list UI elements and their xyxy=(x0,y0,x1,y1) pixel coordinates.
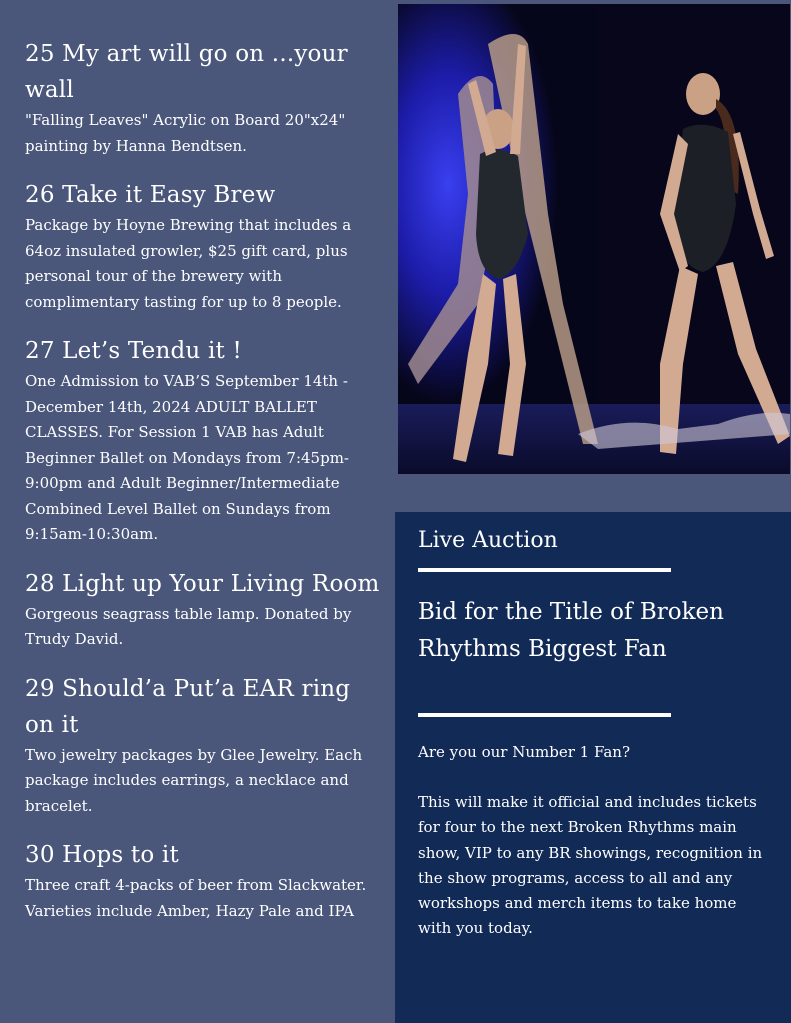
heading-divider xyxy=(418,568,671,572)
auction-item-29 xyxy=(25,671,385,820)
auction-item-25 xyxy=(25,36,385,159)
item-description: Gorgeous seagrass table lamp. Donated by Trudy David. xyxy=(25,604,352,648)
auction-item-30 xyxy=(25,837,385,924)
item-title: 26 Take it Easy Brew xyxy=(25,182,276,208)
item-title: 28 Light up Your Living Room xyxy=(25,570,380,597)
auction-item-28 xyxy=(25,566,385,653)
item-description: One Admission to VAB’S September 14th - December 14th, 2024 ADULT BALLET CLASSES. For Session 1 VAB has Adult Beginner Ballet on Mondays from 7:45pm-9:00pm and Adult Beginner/Intermediate Combined Level Ballet on Sundays from 9:15am-10:30am. xyxy=(25,372,349,543)
auction-heading: Live Auction xyxy=(418,528,558,553)
item-description: "Falling Leaves" Acrylic on Board 20"x24" painting by Hanna Bendtsen. xyxy=(25,111,346,155)
dancers-photo xyxy=(398,4,790,474)
item-description: Three craft 4-packs of beer from Slackwater. Varieties include Amber, Hazy Pale and IPA xyxy=(25,876,367,920)
auction-items-list xyxy=(25,36,385,942)
dancers-illustration xyxy=(398,4,790,474)
auction-title: Bid for the Title of Broken Rhythms Biggest Fan xyxy=(418,599,724,662)
auction-item-27 xyxy=(25,333,385,548)
auction-item-26 xyxy=(25,177,385,315)
item-description: Two jewelry packages by Glee Jewelry. Each package includes earrings, a necklace and bracelet. xyxy=(25,745,363,815)
live-auction-panel xyxy=(395,512,791,1023)
item-title: 30 Hops to it xyxy=(25,842,179,868)
item-description: Package by Hoyne Brewing that includes a 64oz insulated growler, $25 gift card, plus personal tour of the brewery with complimentary tasting for up to 8 people. xyxy=(25,216,352,311)
title-divider xyxy=(418,713,671,717)
item-title: 25 My art will go on ...your wall xyxy=(25,41,348,103)
item-title: 27 Let’s Tendu it ! xyxy=(25,338,242,364)
auction-body: This will make it official and includes tickets for four to the next Broken Rhythms main show, VIP to any BR showings, recognition in the show programs, access to all and any workshops and merch items to take home with you today. xyxy=(418,793,763,938)
item-title: 29 Should’a Put’a EAR ring on it xyxy=(25,675,351,738)
auction-question: Are you our Number 1 Fan? xyxy=(418,743,630,761)
